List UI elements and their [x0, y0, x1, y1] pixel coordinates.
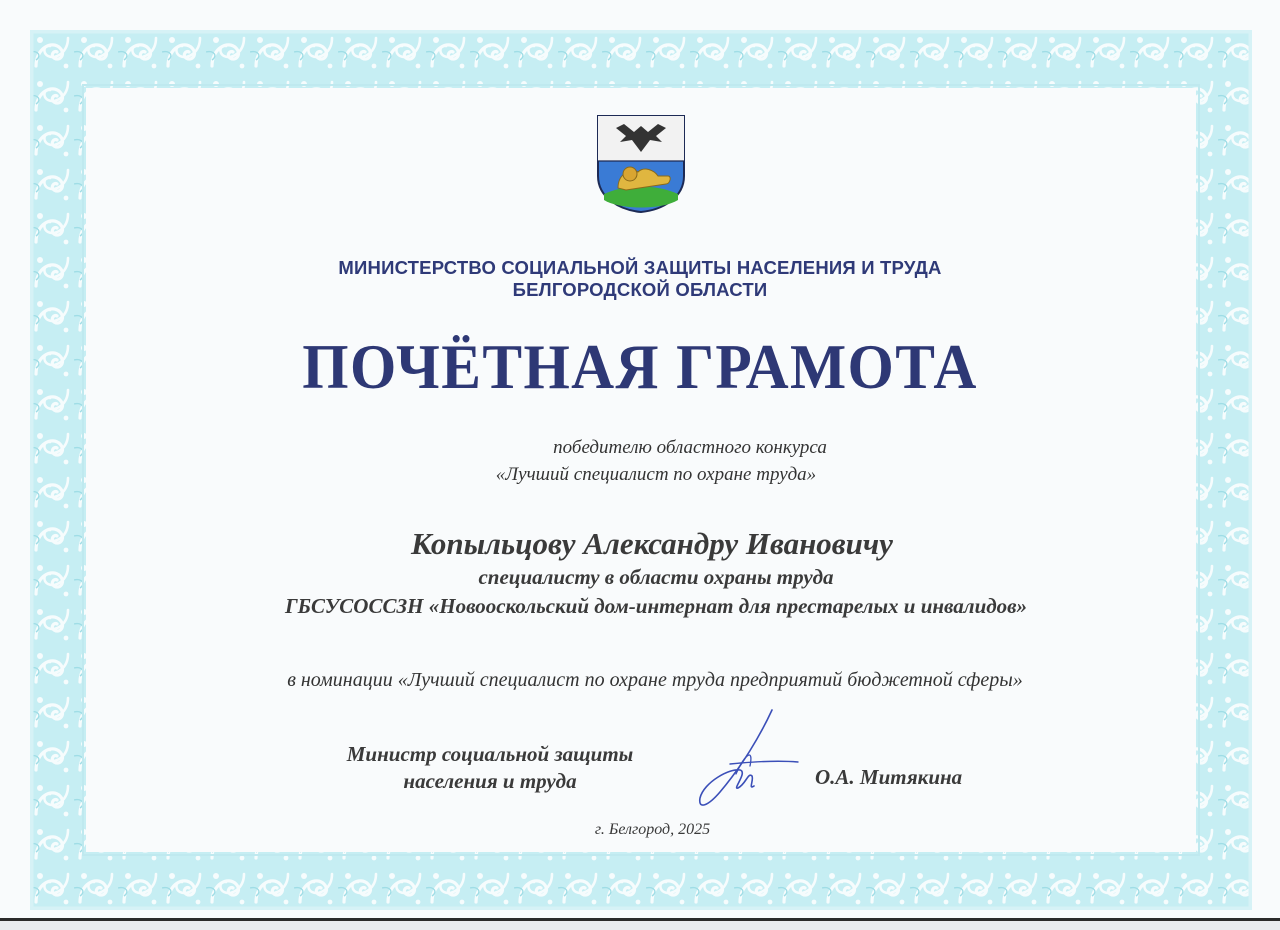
signer-title-line-1: Министр социальной защиты: [346, 742, 634, 766]
recipient-organization: ГБСУСОССЗН «Новооскольский дом-интернат для престарелых и инвалидов»: [284, 594, 1028, 618]
ministry-line-2: БЕЛГОРОДСКОЙ ОБЛАСТИ: [512, 279, 768, 300]
recipient-position: специалисту в области охраны труда: [478, 565, 834, 589]
ministry-line-1: МИНИСТЕРСТВО СОЦИАЛЬНОЙ ЗАЩИТЫ НАСЕЛЕНИЯ И ТРУДА: [338, 257, 942, 278]
award-line-1: победителю областного конкурса: [553, 437, 827, 458]
handwritten-signature-icon: [690, 706, 800, 814]
recipient-name: Копыльцову Александру Ивановичу: [411, 526, 893, 561]
nomination: в номинации «Лучший специалист по охране труда предприятий бюджетной сферы»: [287, 669, 1023, 691]
signer-name: О.А. Митякина: [815, 765, 963, 789]
scan-edge-line: [0, 918, 1280, 921]
scan-bottom-edge: [0, 918, 1280, 930]
place-and-year: г. Белгород, 2025: [594, 821, 711, 838]
award-line-2: «Лучший специалист по охране труда»: [495, 464, 817, 485]
certificate-title: ПОЧЁТНАЯ ГРАМОТА: [302, 331, 978, 402]
signer-title-line-2: населения и труда: [403, 769, 577, 793]
belgorod-coat-of-arms-icon: [596, 114, 686, 214]
